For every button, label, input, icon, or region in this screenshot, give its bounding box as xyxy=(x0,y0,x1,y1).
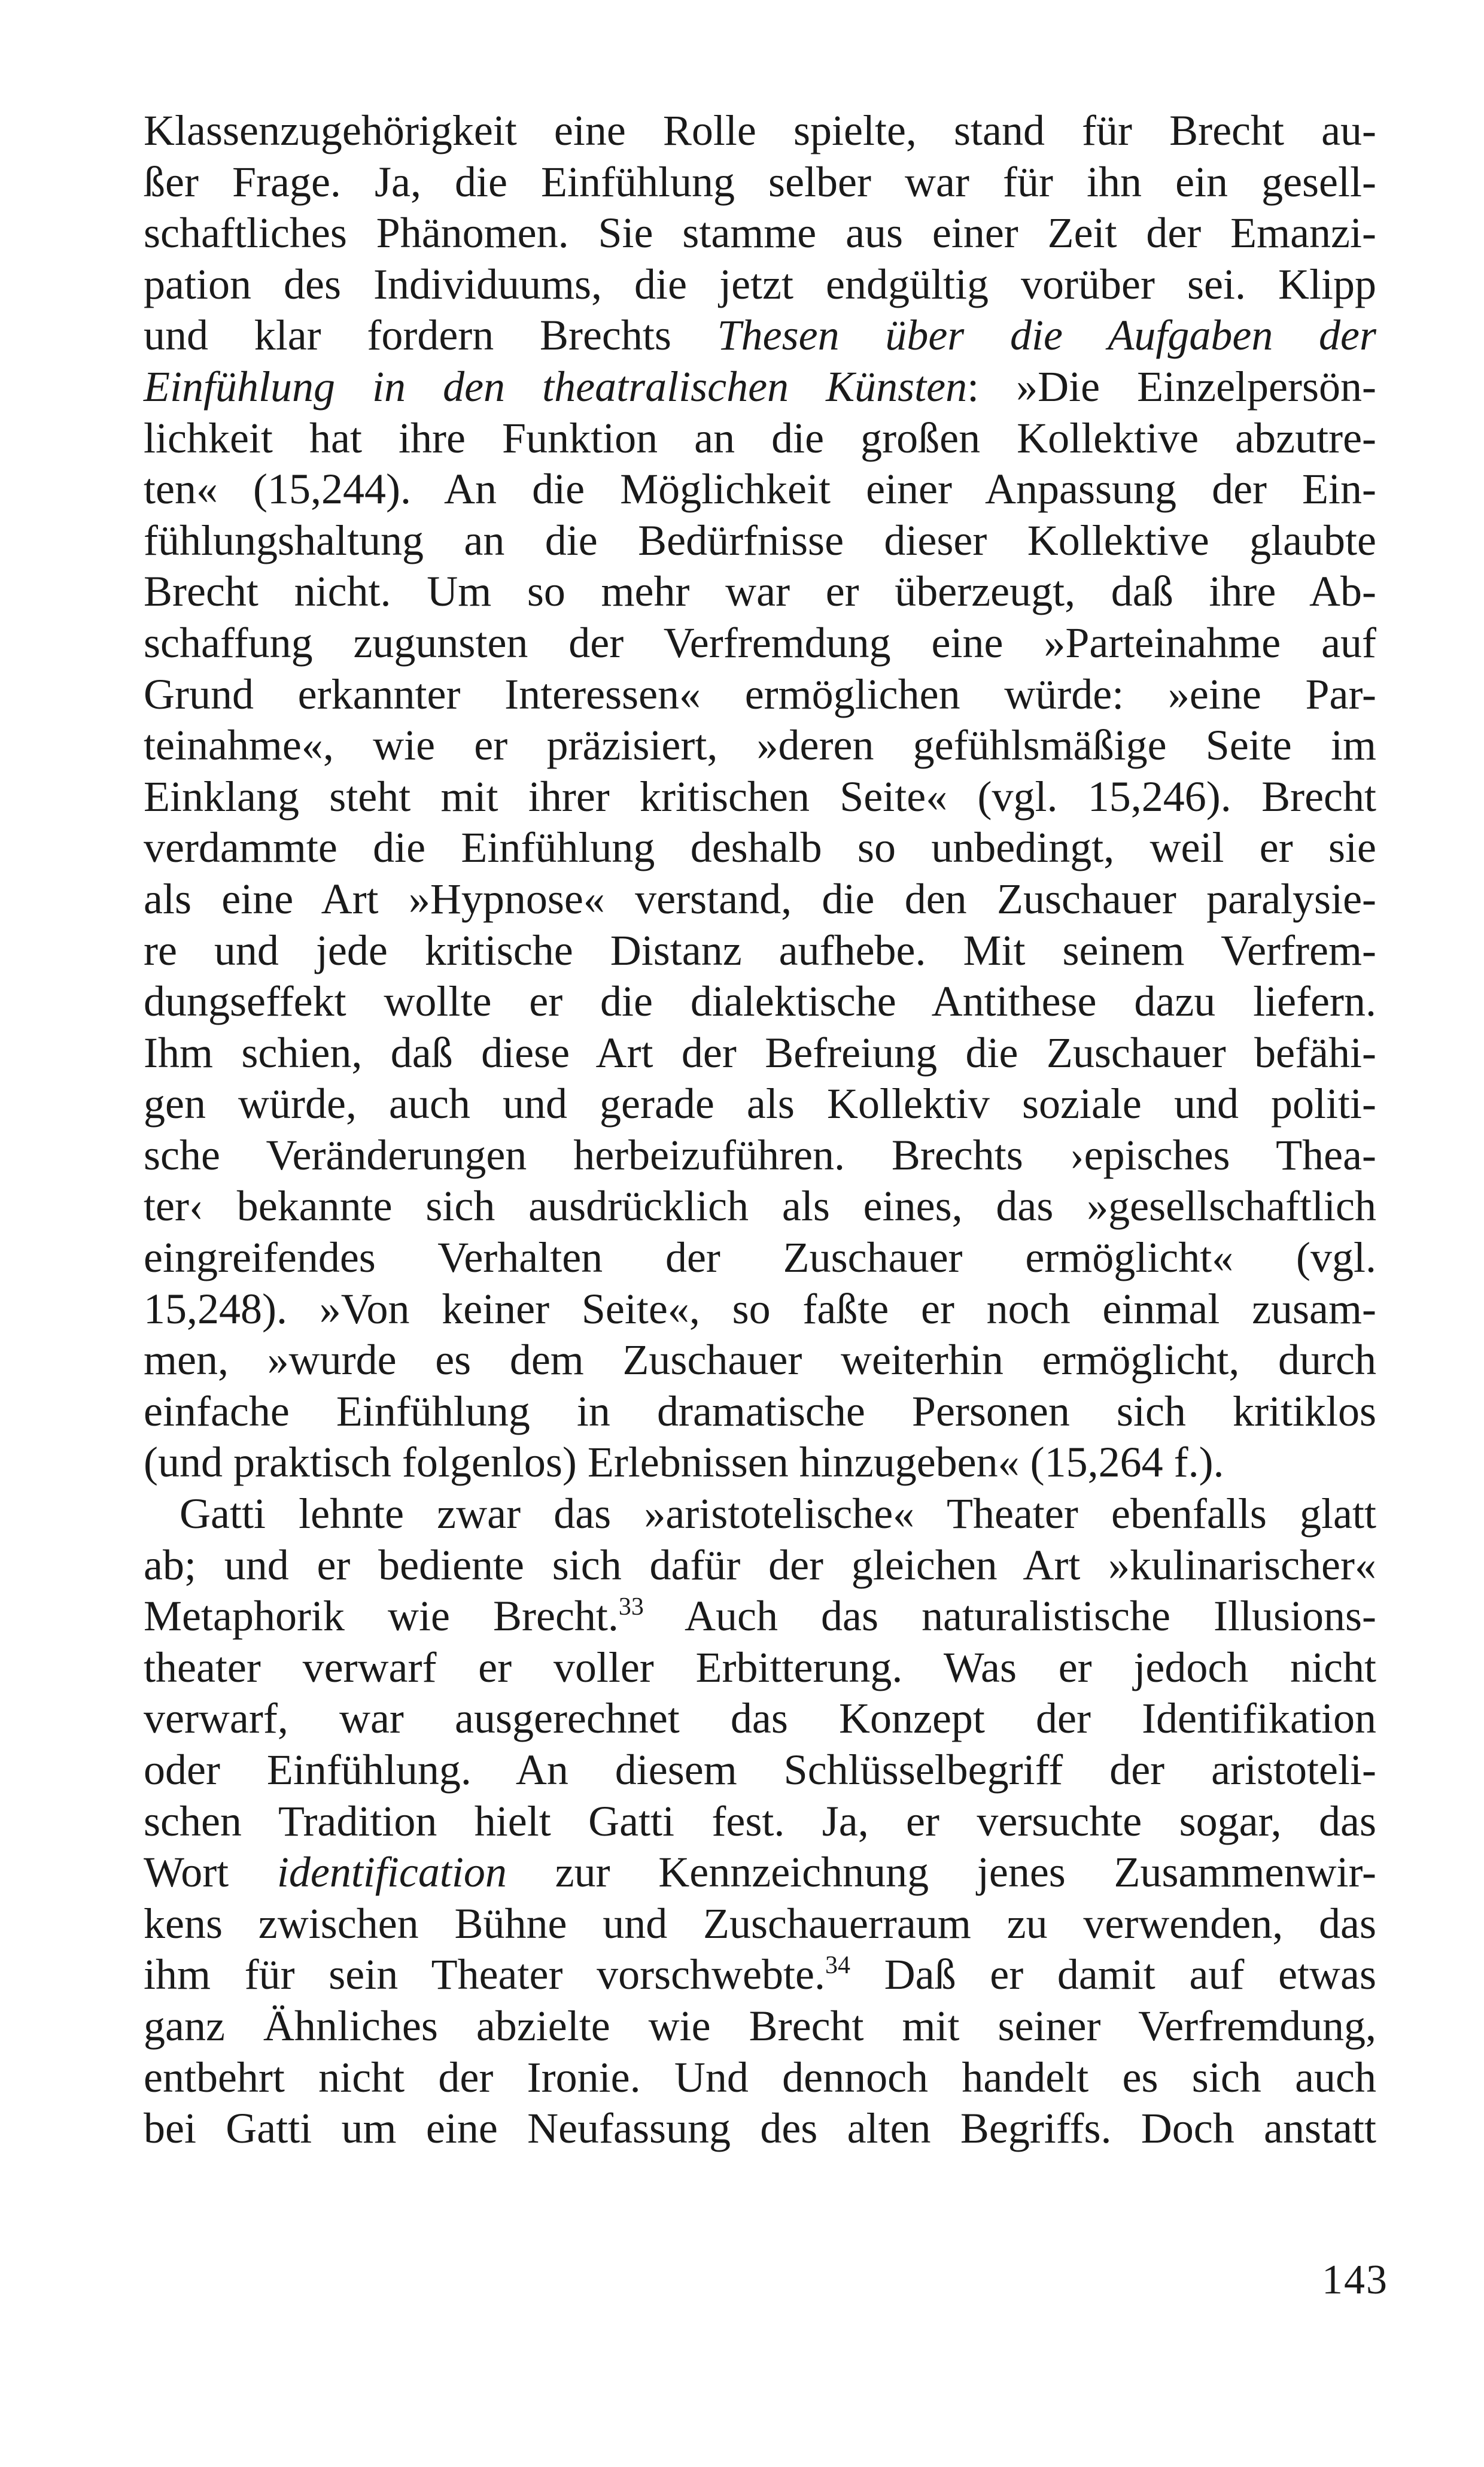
line-text: Metaphorik wie Brecht. xyxy=(144,1592,619,1640)
line-text: Grund erkannter Interessen« ermöglichen würde: »eine Par- xyxy=(144,670,1376,718)
text-line xyxy=(144,1796,1376,1848)
text-line xyxy=(144,208,1376,259)
line-text: re und jede kritische Distanz aufhebe. Mit seinem Verfrem- xyxy=(144,926,1376,974)
line-text: (und praktisch folgenlos) Erlebnissen hinzugeben« (15,264 f.). xyxy=(144,1438,1224,1487)
text-line xyxy=(144,1130,1376,1181)
text-line xyxy=(144,310,1376,361)
text-line xyxy=(144,1693,1376,1745)
line-text: schaffung zugunsten der Verfremdung eine »Parteinahme auf xyxy=(144,618,1376,667)
text-line xyxy=(144,669,1376,721)
footnote-marker: 33 xyxy=(618,1593,644,1621)
text-line xyxy=(144,105,1376,157)
text-line xyxy=(144,1437,1376,1488)
text-line xyxy=(144,413,1376,464)
line-text: Daß er damit auf etwas xyxy=(850,1950,1376,1999)
line-text: dungseffekt wollte er die dialektische Antithese dazu liefern. xyxy=(144,977,1376,1026)
line-text: Auch das naturalistische Illusions- xyxy=(643,1592,1376,1640)
text-line xyxy=(144,1540,1376,1591)
text-line xyxy=(144,1335,1376,1386)
text-line xyxy=(144,1078,1376,1130)
line-text: ganz Ähnliches abzielte wie Brecht mit seiner Verfremdung, xyxy=(144,2001,1376,2050)
line-text: und klar fordern Brechts xyxy=(144,311,717,360)
footnote-marker: 34 xyxy=(825,1952,850,1980)
line-text: verwarf, war ausgerechnet das Konzept der Identifikation xyxy=(144,1694,1376,1743)
text-line xyxy=(144,259,1376,311)
line-text: Einklang steht mit ihrer kritischen Seite« (vgl. 15,246). Brecht xyxy=(144,772,1376,821)
text-line xyxy=(144,1284,1376,1335)
italic-title: identification xyxy=(276,1848,507,1897)
line-text: fühlungshaltung an die Bedürfnisse dieser Kollektive glaubte xyxy=(144,516,1376,564)
text-line xyxy=(144,2001,1376,2052)
text-line xyxy=(144,925,1376,977)
text-line xyxy=(144,1898,1376,1950)
text-line xyxy=(144,566,1376,618)
line-text: entbehrt nicht der Ironie. Und dennoch handelt es sich auch xyxy=(144,2053,1376,2101)
line-text: oder Einfühlung. An diesem Schlüsselbegriff der aristoteli- xyxy=(144,1746,1376,1794)
line-text: einfache Einfühlung in dramatische Personen sich kritiklos xyxy=(144,1387,1376,1435)
text-line xyxy=(144,874,1376,925)
line-text: : »Die Einzelpersön- xyxy=(967,362,1376,411)
line-text: als eine Art »Hypnose« verstand, die den Zuschauer paralysie- xyxy=(144,874,1376,923)
text-line xyxy=(144,157,1376,208)
text-line xyxy=(144,1591,1376,1642)
text-line xyxy=(144,2103,1376,2155)
line-text: pation des Individuums, die jetzt endgültig vorüber sei. Klipp xyxy=(144,260,1376,308)
text-line xyxy=(144,1181,1376,1232)
line-text: Wort xyxy=(144,1848,277,1897)
line-text: ten« (15,244). An die Möglichkeit einer Anpassung der Ein- xyxy=(144,465,1376,514)
text-line xyxy=(144,720,1376,771)
text-line xyxy=(144,976,1376,1028)
line-text: schaftliches Phänomen. Sie stamme aus einer Zeit der Emanzi- xyxy=(144,209,1376,257)
text-line xyxy=(144,2052,1376,2104)
text-line xyxy=(144,1028,1376,1079)
line-text: sche Veränderungen herbeizuführen. Brechts ›episches Thea- xyxy=(144,1131,1376,1179)
text-line xyxy=(144,1386,1376,1438)
text-line xyxy=(144,1488,1376,1540)
line-text: kens zwischen Bühne und Zuschauerraum zu verwenden, das xyxy=(144,1899,1376,1948)
line-text: bei Gatti um eine Neufassung des alten Begriffs. Doch anstatt xyxy=(144,2104,1376,2153)
text-line xyxy=(144,1232,1376,1284)
text-line xyxy=(144,771,1376,823)
page-number: 143 xyxy=(1322,2257,1388,2303)
line-text: Klassenzugehörigkeit eine Rolle spielte, stand für Brecht au- xyxy=(144,107,1376,154)
line-text: ihm für sein Theater vorschwebte. xyxy=(144,1950,825,1999)
text-line xyxy=(144,1949,1376,2001)
line-text: teinahme«, wie er präzisiert, »deren gefühlsmäßige Seite im xyxy=(144,721,1376,770)
line-text: 15,248). »Von keiner Seite«, so faßte er noch einmal zusam- xyxy=(144,1284,1376,1333)
line-text: zur Kennzeichnung jenes Zusammenwir- xyxy=(506,1848,1376,1897)
text-line xyxy=(144,361,1376,413)
italic-title: Einfühlung in den theatralischen Künsten xyxy=(144,362,968,411)
line-text: theater verwarf er voller Erbitterung. Was er jedoch nicht xyxy=(144,1643,1376,1691)
line-text: ßer Frage. Ja, die Einfühlung selber war für ihn ein gesell- xyxy=(144,157,1376,206)
line-text: schen Tradition hielt Gatti fest. Ja, er versuchte sogar, das xyxy=(144,1797,1376,1845)
line-text: verdammte die Einfühlung deshalb so unbedingt, weil er sie xyxy=(144,824,1376,872)
line-text: ab; und er bediente sich dafür der gleichen Art »kulinarischer« xyxy=(144,1541,1376,1589)
text-line xyxy=(144,464,1376,515)
line-text: Gatti lehnte zwar das »aristotelische« Theater ebenfalls glatt xyxy=(180,1490,1376,1538)
line-text: Brecht nicht. Um so mehr war er überzeugt, daß ihre Ab- xyxy=(144,567,1376,616)
line-text: Ihm schien, daß diese Art der Befreiung die Zuschauer befähi- xyxy=(144,1028,1376,1077)
text-line xyxy=(144,1847,1376,1898)
text-line xyxy=(144,515,1376,567)
text-line xyxy=(144,1642,1376,1694)
line-text: men, »wurde es dem Zuschauer weiterhin ermöglicht, durch xyxy=(144,1336,1376,1384)
text-line xyxy=(144,618,1376,669)
body-text xyxy=(144,105,1376,2155)
line-text: gen würde, auch und gerade als Kollektiv soziale und politi- xyxy=(144,1080,1376,1128)
line-text: eingreifendes Verhalten der Zuschauer ermöglicht« (vgl. xyxy=(144,1234,1376,1282)
line-text: lichkeit hat ihre Funktion an die großen Kollektive abzutre- xyxy=(144,414,1376,462)
text-line xyxy=(144,1745,1376,1796)
text-line xyxy=(144,822,1376,874)
italic-title: Thesen über die Aufgaben der xyxy=(717,311,1377,360)
line-text: ter‹ bekannte sich ausdrücklich als eines, das »gesellschaftlich xyxy=(144,1182,1376,1231)
